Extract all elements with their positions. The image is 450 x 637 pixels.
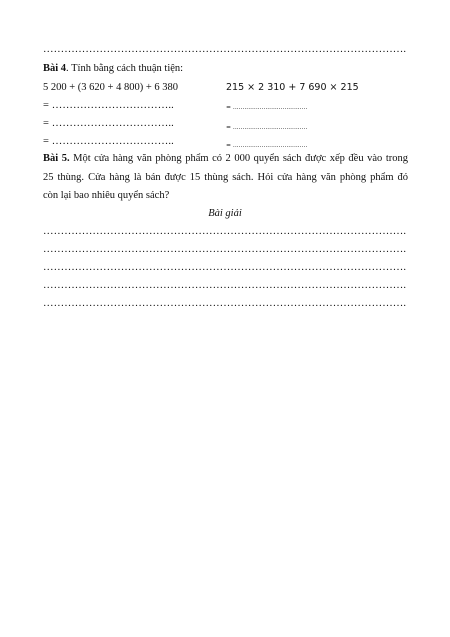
exercise-4-label: Bài 4 (43, 63, 67, 74)
answer-line-2: …………………………………………………………………………………………. (43, 244, 407, 255)
exercise-5-line-2: 25 thùng. Cửa hàng là bán được 15 thùng sách. Hỏi cửa hàng văn phòng phẩm đó (43, 172, 408, 183)
exercise-4-title: . Tính bằng cách thuận tiện: (66, 63, 184, 74)
exercise-4-left-line-1: = …………………………….. (43, 100, 174, 111)
exercise-4-left-line-2: = …………………………….. (43, 118, 174, 129)
exercise-5-label: Bài 5. (43, 153, 70, 164)
answer-line-5: …………………………………………………………………………………………. (43, 298, 407, 309)
answer-line-3: …………………………………………………………………………………………. (43, 262, 407, 273)
exercise-4-left-line-3: = …………………………….. (43, 136, 174, 147)
exercise-4-right-expression: 215 × 2 310 + 7 690 × 215 (226, 82, 359, 93)
top-answer-line: …………………………………………………………………………………………. (43, 44, 407, 55)
exercise-5-text-1: Một cửa hàng văn phòng phẩm có 2 000 quyển sách được xếp đều vào trong (69, 153, 408, 164)
exercise-4-right-line-1: = ....................................... (226, 104, 308, 111)
exercise-5-line-3: còn lại bao nhiêu quyển sách? (43, 190, 170, 201)
solution-heading: Bài giải (208, 208, 242, 219)
exercise-4-heading (43, 63, 183, 74)
exercise-5-line-1 (43, 153, 408, 164)
answer-line-1: …………………………………………………………………………………………. (43, 226, 407, 237)
exercise-4-left-expression: 5 200 + (3 620 + 4 800) + 6 380 (43, 82, 179, 93)
exercise-4-right-line-2: = ....................................... (226, 124, 308, 131)
answer-line-4: …………………………………………………………………………………………. (43, 280, 407, 291)
exercise-4-right-line-3: = ....................................... (226, 142, 308, 149)
